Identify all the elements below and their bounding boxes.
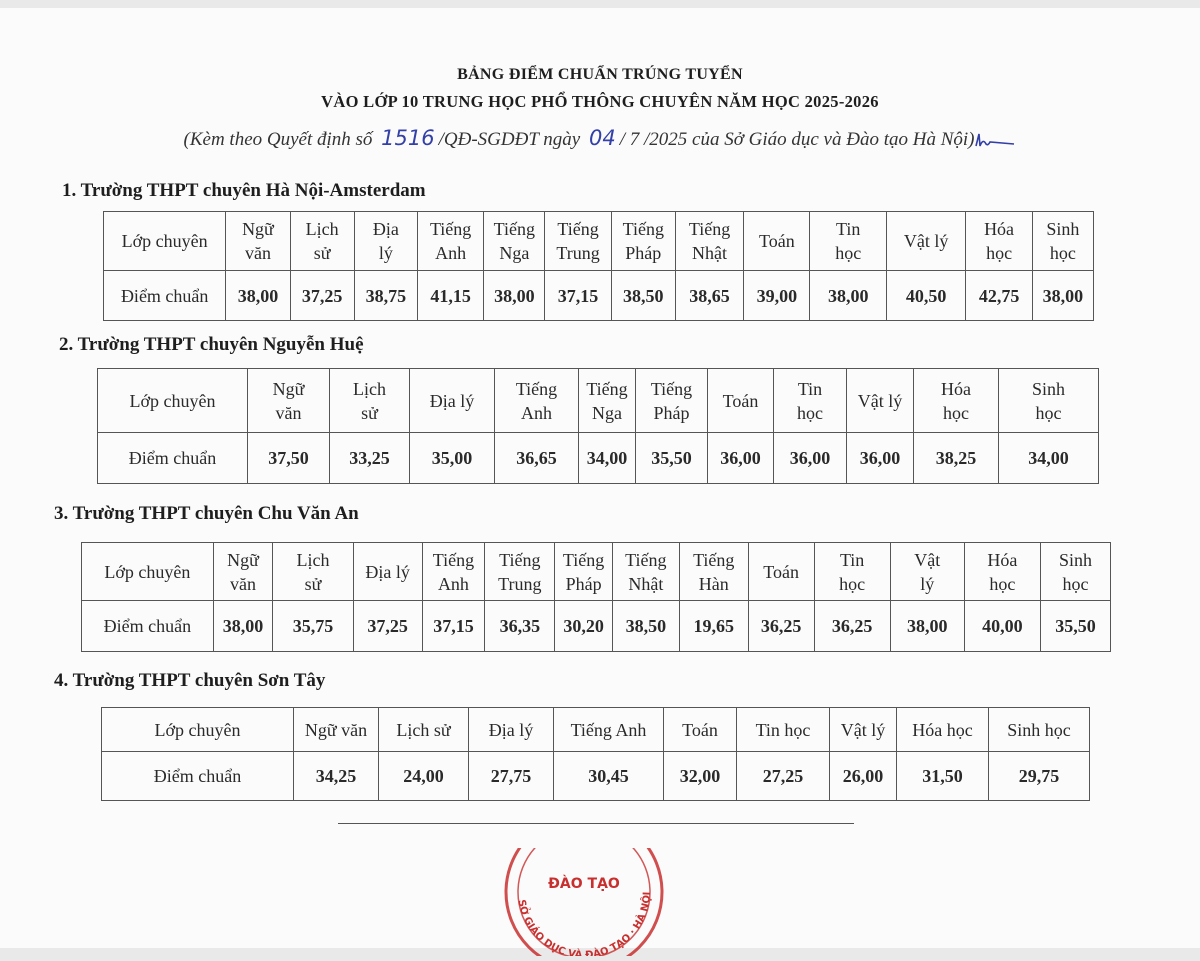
subject-header [354,212,417,271]
cutoff-score: 38,25 [914,433,999,484]
cutoff-score: 27,75 [469,752,554,801]
subject-header-line: Anh [437,573,469,594]
subject-header [636,369,708,433]
cutoff-score: 36,65 [495,433,579,484]
subject-header-line: văn [275,402,302,423]
subject-header-line: Toán [722,390,759,411]
cutoff-score: 24,00 [379,752,469,801]
subject-header [248,369,330,433]
subject-header [810,212,886,271]
subject-header [545,212,611,271]
subject-header-line: học [1035,402,1062,423]
score-table-2 [97,368,1099,484]
cutoff-score: 36,00 [774,433,847,484]
cutoff-score: 38,65 [675,271,743,321]
subject-header-line: Hóa học [912,719,973,740]
cutoff-score: 39,00 [744,271,810,321]
document-page [0,8,1200,956]
decision-prefix: (Kèm theo Quyết định số [183,129,373,150]
decision-suffix: / 7 /2025 của Sở Giáo dục và Đào tạo Hà Nội) [619,129,975,150]
cutoff-score: 27,25 [737,752,830,801]
school-heading-1: 1. Trường THPT chuyên Hà Nội-Amsterdam [62,180,426,201]
table-score-row [102,752,1090,801]
subject-header-line: Anh [521,402,552,423]
row-label-class: Lớp chuyên [102,708,294,752]
school-heading-4: 4. Trường THPT chuyên Sơn Tây [54,670,326,691]
subject-header-line: Lịch [296,549,330,570]
cutoff-score: 40,50 [886,271,966,321]
subject-header-line: Lịch [305,219,339,239]
subject-header-line: học [943,402,969,423]
cutoff-score: 40,00 [964,601,1040,652]
subject-header [679,543,748,601]
cutoff-score: 29,75 [989,752,1090,801]
subject-header-line: học [989,573,1016,594]
cutoff-score: 38,50 [611,271,675,321]
subject-header [422,543,485,601]
subject-header-line: Vật [914,549,941,570]
subject-header-line: Tiếng [429,219,472,239]
subject-header-line: Tiếng [562,549,605,570]
row-label-score: Điểm chuẩn [104,271,226,321]
subject-header-line: sử [313,243,331,263]
stamp-inner-text: ĐÀO TẠO [548,876,620,892]
cutoff-score: 36,00 [708,433,774,484]
row-label-class: Lớp chuyên [104,212,226,271]
cutoff-score: 34,25 [294,752,379,801]
subject-header-line: Tin [797,378,823,399]
svg-text:SỞ GIÁO DỤC VÀ ĐÀO TẠO · HÀ NỘ [494,848,653,956]
row-label-score: Điểm chuẩn [102,752,294,801]
table-score-row [82,601,1111,652]
subject-header [744,212,810,271]
row-label-score: Điểm chuẩn [82,601,214,652]
table-header-row [82,543,1111,601]
cutoff-score: 41,15 [417,271,483,321]
subject-header-line: Toán [682,719,718,740]
subject-header [1040,543,1110,601]
subject-header-line: Hóa [987,549,1018,570]
subject-header [554,708,664,752]
subject-header-line: Địa [372,219,399,239]
subject-header-line: học [797,402,823,423]
cutoff-score: 38,50 [612,601,679,652]
subject-header-line: Lịch [353,378,386,399]
subject-header [485,543,555,601]
subject-header [1032,212,1093,271]
subject-header-line: học [1049,243,1076,263]
subject-header-line: Tiếng [625,549,667,570]
stamp-outer-text: SỞ GIÁO DỤC VÀ ĐÀO TẠO · HÀ NỘI [515,891,654,956]
subject-header-line: Tiếng [622,219,664,239]
row-label-class: Lớp chuyên [98,369,248,433]
cutoff-score: 38,00 [484,271,545,321]
subject-header-line: Sinh học [1007,719,1071,740]
subject-header [379,708,469,752]
school-heading-3: 3. Trường THPT chuyên Chu Văn An [54,503,359,524]
subject-header [737,708,830,752]
subject-header-line: Anh [435,243,467,263]
cutoff-score: 42,75 [966,271,1032,321]
subject-header-line: học [835,243,862,263]
cutoff-score: 35,50 [636,433,708,484]
cutoff-score: 30,45 [554,752,664,801]
subject-header-line: học [1062,573,1089,594]
subject-header-line: sử [304,573,322,594]
subject-header-line: Pháp [653,402,690,423]
subject-header-line: Tiếng [650,378,693,399]
subject-header [410,369,495,433]
decision-mid: /QĐ-SGDĐT ngày [438,129,581,150]
subject-header [273,543,353,601]
subject-header-line: Lịch sử [396,719,451,740]
subject-header-line: Sinh [1046,219,1080,239]
subject-header [897,708,989,752]
subject-header-line: Hóa [941,378,971,399]
table-score-row [98,433,1099,484]
subject-header [914,369,999,433]
subject-header [555,543,613,601]
subject-header-line: Trung [556,243,600,263]
subject-header-line: Tiếng [432,549,475,570]
cutoff-score: 38,00 [890,601,964,652]
subject-header-line: Tiếng [586,378,628,399]
cutoff-score: 35,50 [1040,601,1110,652]
subject-header [664,708,737,752]
subject-header-line: Toán [763,561,799,582]
cutoff-score: 36,00 [847,433,914,484]
subject-header-line: Trung [498,573,542,594]
subject-header [484,212,545,271]
subject-header [774,369,847,433]
subject-header [890,543,964,601]
cutoff-score: 38,00 [810,271,886,321]
score-table-4 [101,707,1090,801]
subject-header [579,369,636,433]
subject-header [213,543,273,601]
subject-header-line: Vật lý [903,231,949,251]
decision-number-handwritten: 1516 [381,126,435,150]
subject-header [612,543,679,601]
subject-header-line: Hóa [984,219,1015,239]
subject-header-line: Nga [592,402,622,423]
cutoff-score: 35,75 [273,601,353,652]
document-subtitle-line: VÀO LỚP 10 TRUNG HỌC PHỔ THÔNG CHUYÊN NĂM HỌC 2025-2026 [321,92,879,111]
subject-header [814,543,890,601]
subject-header-line: Tiếng [515,378,558,399]
cutoff-score: 37,25 [353,601,422,652]
subject-header-line: Nhật [692,243,728,263]
decision-reference [0,126,1200,151]
cutoff-score: 34,00 [579,433,636,484]
subject-header-line: Tiếng Anh [570,719,647,740]
cutoff-score: 31,50 [897,752,989,801]
subject-header-line: Sinh [1031,378,1065,399]
row-label-class: Lớp chuyên [82,543,214,601]
subject-header [226,212,290,271]
subject-header-line: Địa lý [488,719,534,740]
cutoff-score: 33,25 [330,433,410,484]
subject-header [294,708,379,752]
subject-header [417,212,483,271]
subject-header-line: Hàn [698,573,729,594]
subject-header-line: lý [920,573,935,594]
subject-header-line: văn [244,243,271,263]
cutoff-score: 32,00 [664,752,737,801]
subject-header-line: Tiếng [557,219,599,239]
subject-header-line: sử [361,402,378,423]
subject-header [999,369,1099,433]
subject-header [886,212,966,271]
subject-header [964,543,1040,601]
subject-header-line: Sinh [1058,549,1092,570]
school-heading-2: 2. Trường THPT chuyên Nguyễn Huệ [59,334,364,355]
cutoff-score: 37,15 [422,601,485,652]
subject-header [708,369,774,433]
subject-header [830,708,897,752]
subject-header-line: văn [230,573,257,594]
cutoff-score: 37,25 [290,271,354,321]
subject-header [611,212,675,271]
table-score-row [104,271,1094,321]
row-label-score: Điểm chuẩn [98,433,248,484]
score-table-3 [81,542,1111,652]
subject-header [495,369,579,433]
subject-header-line: Pháp [625,243,662,263]
subject-header-line: Vật lý [840,719,886,740]
subject-header-line: học [986,243,1013,263]
subject-header [748,543,814,601]
subject-header-line: Tiếng [493,219,536,239]
cutoff-score: 30,20 [555,601,613,652]
cutoff-score: 35,00 [410,433,495,484]
subject-header [989,708,1090,752]
subject-header-line: lý [378,243,393,263]
subject-header-line: Địa lý [365,561,410,582]
subject-header-line: Nhật [628,573,664,594]
subject-header-line: Vật lý [857,390,903,411]
subject-header-line: Ngữ [272,378,305,399]
cutoff-score: 34,00 [999,433,1099,484]
cutoff-score: 26,00 [830,752,897,801]
subject-header-line: Tin học [755,719,811,740]
cutoff-score: 37,50 [248,433,330,484]
subject-header-line: Tiếng [688,219,731,239]
subject-header [675,212,743,271]
subject-header [290,212,354,271]
subject-header-line: Tiếng [693,549,735,570]
official-stamp [494,848,674,956]
table-header-row [104,212,1094,271]
table-header-row [102,708,1090,752]
subject-header-line: Địa lý [429,390,475,411]
subject-header-line: Ngữ văn [304,719,368,740]
score-table-1 [103,211,1094,321]
cutoff-score: 36,35 [485,601,555,652]
signature-divider [338,823,854,824]
subject-header-line: Nga [499,243,530,263]
subject-header-line: Ngữ [242,219,274,239]
cutoff-score: 19,65 [679,601,748,652]
handwritten-initial-icon [974,132,1016,150]
subject-header-line: Tin [836,219,861,239]
cutoff-score: 38,00 [226,271,290,321]
cutoff-score: 38,00 [1032,271,1093,321]
cutoff-score: 37,15 [545,271,611,321]
subject-header [353,543,422,601]
subject-header-line: Toán [758,231,795,251]
cutoff-score: 36,25 [814,601,890,652]
subject-header-line: Tiếng [499,549,541,570]
subject-header-line: học [839,573,866,594]
cutoff-score: 36,25 [748,601,814,652]
cutoff-score: 38,00 [213,601,273,652]
subject-header-line: Tin [839,549,865,570]
subject-header [469,708,554,752]
subject-header-line: Pháp [565,573,602,594]
cutoff-score: 38,75 [354,271,417,321]
subject-header [847,369,914,433]
subject-header [966,212,1032,271]
document-title: BẢNG ĐIỂM CHUẨN TRÚNG TUYỂN [457,66,743,83]
table-header-row [98,369,1099,433]
decision-day-handwritten: 04 [589,126,616,150]
subject-header [330,369,410,433]
subject-header-line: Ngữ [227,549,259,570]
